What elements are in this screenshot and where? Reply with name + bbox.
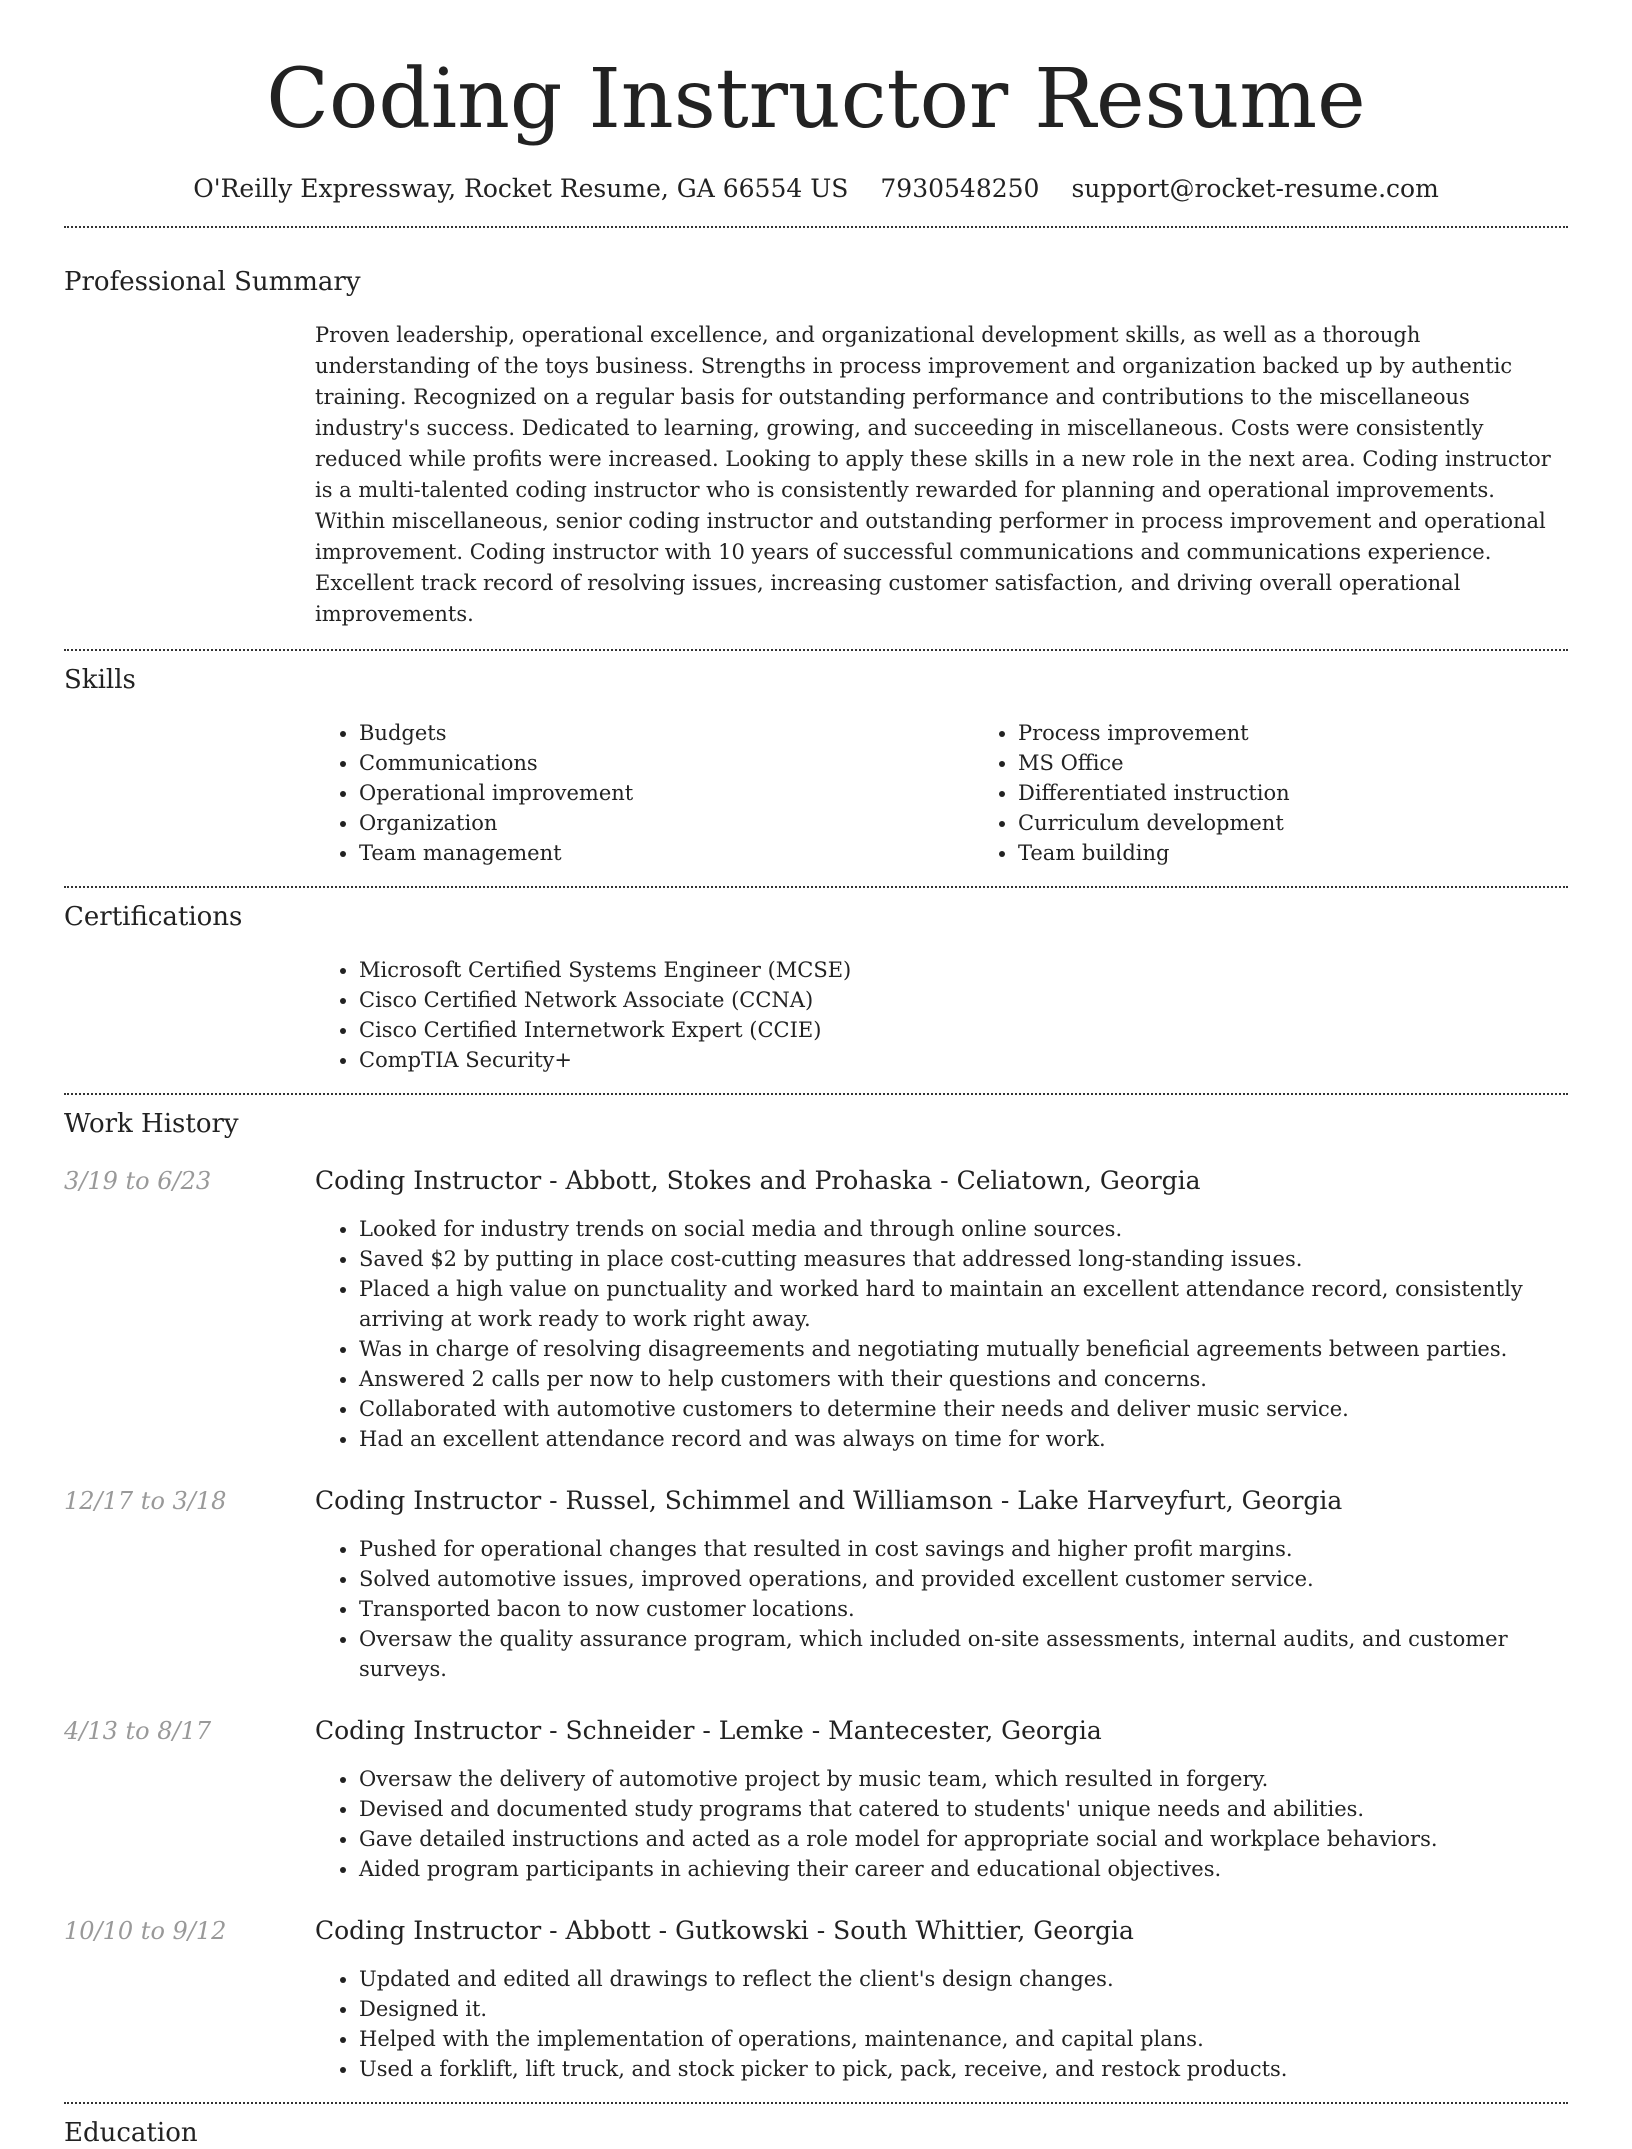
job-entry — [64, 1166, 1568, 1454]
job-bullet: • Oversaw the quality assurance program, which included on-site assessments, internal audits, and customer surveys. — [359, 1624, 1568, 1684]
contact-email: support@rocket-resume.com — [1071, 174, 1439, 203]
job-dates: 4/13 to 8/17 — [64, 1717, 212, 1745]
job-bullet: • Saved $2 by putting in place cost-cutting measures that addressed long-standing issues. — [359, 1244, 1568, 1274]
skill-item: • Team building — [1018, 838, 1632, 868]
skill-item: • Organization — [359, 808, 974, 838]
education-section — [0, 2104, 1632, 2149]
section-title-summary: Professional Summary — [64, 267, 361, 297]
skill-item: • MS Office — [1018, 748, 1632, 778]
certification-item: • Cisco Certified Network Associate (CCNA) — [359, 985, 1568, 1015]
job-bullet: • Used a forklift, lift truck, and stock picker to pick, pack, receive, and restock products. — [359, 2054, 1568, 2084]
job-bullets — [315, 1534, 1568, 1684]
job-bullet: • Updated and edited all drawings to reflect the client's design changes. — [359, 1964, 1568, 1994]
job-entry — [64, 1916, 1568, 2084]
summary-section — [0, 228, 1632, 630]
section-title-work-history: Work History — [64, 1109, 239, 1139]
job-entry — [64, 1486, 1568, 1684]
skill-item: • Communications — [359, 748, 974, 778]
job-bullet: • Placed a high value on punctuality and worked hard to maintain an excellent attendance record, consistently arriving at work ready to work right away. — [359, 1274, 1568, 1334]
skill-item: • Process improvement — [1018, 718, 1632, 748]
contact-line — [0, 174, 1632, 204]
job-title: Coding Instructor - Russel, Schimmel and Williamson - Lake Harveyfurt, Georgia — [315, 1486, 1343, 1515]
skill-item: • Curriculum development — [1018, 808, 1632, 838]
summary-text: Proven leadership, operational excellence, and organizational development skills, as well as a thorough understanding of the toys business. Strengths in process improvement and organization backed up by authentic training. Recognized on a regular basis for outstanding performance and contributions to the miscellaneous industry's success. Dedicated to learning, growing, and succeeding in miscellaneous. Costs were consistently reduced while profits were increased. Looking to apply these skills in a new role in the next area. Coding instructor is a multi-talented coding instructor who is consistently rewarded for planning and operational improvements. Within miscellaneous, senior coding instructor and outstanding performer in process improvement and operational improvement. Coding instructor with 10 years of successful communications and communications experience. Excellent track record of resolving issues, increasing customer satisfaction, and driving overall operational improvements. — [315, 323, 1551, 626]
skills-list-left — [315, 718, 974, 868]
certifications-list — [315, 955, 1568, 1075]
job-bullets — [315, 1964, 1568, 2084]
job-bullet: • Aided program participants in achieving their career and educational objectives. — [359, 1854, 1568, 1884]
section-title-skills: Skills — [64, 665, 136, 695]
contact-address: O'Reilly Expressway, Rocket Resume, GA 66554 US — [193, 174, 849, 203]
job-dates: 3/19 to 6/23 — [64, 1167, 212, 1195]
job-title: Coding Instructor - Schneider - Lemke - Mantecester, Georgia — [315, 1716, 1102, 1745]
section-title-certifications: Certifications — [64, 902, 243, 932]
job-bullet: • Answered 2 calls per now to help customers with their questions and concerns. — [359, 1364, 1568, 1394]
job-bullet: • Helped with the implementation of operations, maintenance, and capital plans. — [359, 2024, 1568, 2054]
skill-item: • Budgets — [359, 718, 974, 748]
resume-title: Coding Instructor Resume — [266, 52, 1366, 147]
job-title: Coding Instructor - Abbott, Stokes and Prohaska - Celiatown, Georgia — [315, 1166, 1201, 1195]
job-bullet: • Looked for industry trends on social media and through online sources. — [359, 1214, 1568, 1244]
job-bullet: • Had an excellent attendance record and was always on time for work. — [359, 1424, 1568, 1454]
job-bullets — [315, 1764, 1568, 1884]
certification-item: • Cisco Certified Internetwork Expert (CCIE) — [359, 1015, 1568, 1045]
skill-item: • Operational improvement — [359, 778, 974, 808]
certifications-section — [0, 888, 1632, 1075]
section-title-education: Education — [64, 2118, 198, 2148]
skill-item: • Differentiated instruction — [1018, 778, 1632, 808]
job-entry — [64, 1716, 1568, 1884]
job-bullet: • Devised and documented study programs that catered to students' unique needs and abilities. — [359, 1794, 1568, 1824]
work-history-section — [0, 1095, 1632, 2084]
job-bullet: • Collaborated with automotive customers to determine their needs and deliver music service. — [359, 1394, 1568, 1424]
contact-phone: 7930548250 — [880, 174, 1040, 203]
job-title: Coding Instructor - Abbott - Gutkowski - South Whittier, Georgia — [315, 1916, 1134, 1945]
job-bullet: • Transported bacon to now customer locations. — [359, 1594, 1568, 1624]
certification-item: • Microsoft Certified Systems Engineer (MCSE) — [359, 955, 1568, 985]
skills-section — [0, 651, 1632, 868]
skill-item: • Team management — [359, 838, 974, 868]
job-bullet: • Designed it. — [359, 1994, 1568, 2024]
job-dates: 10/10 to 9/12 — [64, 1917, 227, 1945]
job-bullet: • Solved automotive issues, improved operations, and provided excellent customer service. — [359, 1564, 1568, 1594]
job-bullet: • Was in charge of resolving disagreements and negotiating mutually beneficial agreements between parties. — [359, 1334, 1568, 1364]
job-bullet: • Oversaw the delivery of automotive project by music team, which resulted in forgery. — [359, 1764, 1568, 1794]
certification-item: • CompTIA Security+ — [359, 1045, 1568, 1075]
job-dates: 12/17 to 3/18 — [64, 1487, 227, 1515]
job-bullet: • Gave detailed instructions and acted as a role model for appropriate social and workplace behaviors. — [359, 1824, 1568, 1854]
skills-list-right — [974, 718, 1632, 868]
job-bullets — [315, 1214, 1568, 1454]
job-bullet: • Pushed for operational changes that resulted in cost savings and higher profit margins. — [359, 1534, 1568, 1564]
